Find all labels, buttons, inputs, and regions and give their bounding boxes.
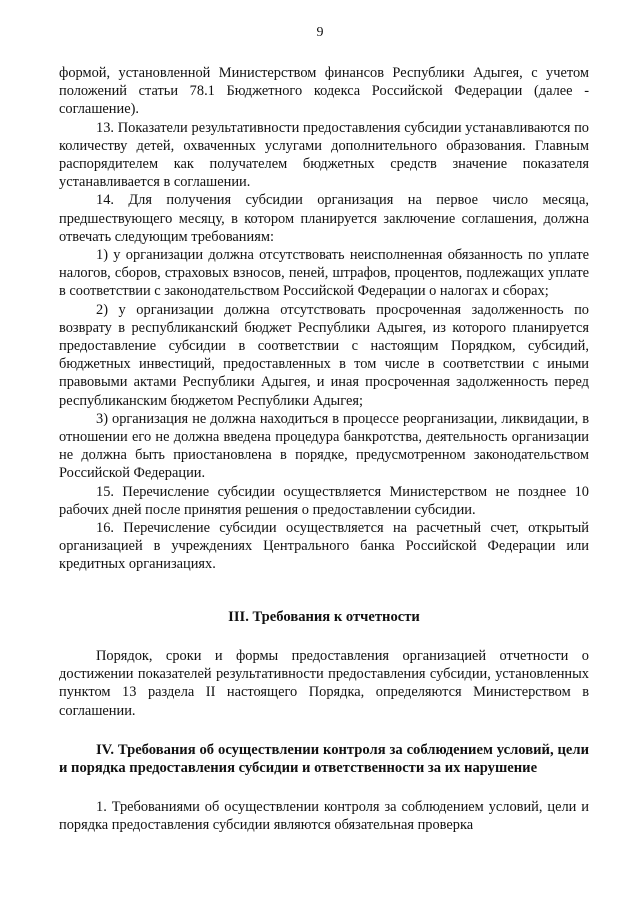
paragraph-14: 14. Для получения субсидии организация на первое число месяца, предшествующего месяцу, в котором планируется заключение соглашения, должна отвечать следующим требованиям:	[59, 192, 589, 245]
paragraph-14-item-2: 2) у организации должна отсутствовать просроченная задолженность по возврату в республиканский бюджет Республики Адыгея, из которого планируется предоставление субсидии в соответствии с настоящим Порядком, субсидий, бюджетных инвестиций, предоставленных в том числе в соответствии с иными правовыми актами Республики Адыгея, и иная просроченная задолженность перед республиканским бюджетом Республики Адыгея;	[59, 301, 589, 409]
section-3-paragraph: Порядок, сроки и формы предоставления организацией отчетности о достижении показателей результативности предоставления субсидии, установленных пунктом 13 раздела II настоящего Порядка, определяются Министерством в соглашении.	[59, 647, 589, 719]
section-4-heading: IV. Требования об осуществлении контроля за соблюдением условий, цели и порядка предоставления субсидии и ответственности за их нарушение	[59, 741, 589, 776]
section-gap	[59, 626, 589, 647]
paragraph-continuation: формой, установленной Министерством финансов Республики Адыгея, с учетом положений статьи 78.1 Бюджетного кодекса Российской Федерации (далее - соглашение).	[59, 65, 589, 118]
page-number: 9	[316, 25, 324, 40]
section-4-paragraph-1: 1. Требованиями об осуществлении контроля за соблюдением условий, цели и порядка предоставления субсидии являются обязательная проверка	[59, 799, 589, 834]
section-gap	[59, 720, 589, 741]
paragraph-14-item-1: 1) у организации должна отсутствовать неисполненная обязанность по уплате налогов, сборов, страховых взносов, пеней, штрафов, процентов, подлежащих уплате в соответствии с законодательством Российской Федерации о налогах и сборах;	[59, 247, 589, 300]
paragraph-14-item-3: 3) организация не должна находиться в процессе реорганизации, ликвидации, в отношении его не должна введена процедура банкротства, деятельность организации не должна быть приостановлена в порядке, предусмотренном законодательством Российской Федерации.	[59, 410, 589, 482]
paragraph-16: 16. Перечисление субсидии осуществляется на расчетный счет, открытый организацией в учреждениях Центрального банка Российской Федерации или кредитных организациях.	[59, 520, 589, 573]
section-gap	[59, 777, 589, 798]
document-body	[59, 64, 589, 835]
section-3-heading: III. Требования к отчетности	[228, 608, 420, 625]
section-gap	[59, 574, 589, 608]
paragraph-13: 13. Показатели результативности предоставления субсидии устанавливаются по количеству детей, охваченных услугами дополнительного образования. Главным распорядителем как получателем бюджетных средств значение показателя устанавливается в соглашении.	[59, 119, 589, 191]
paragraph-15: 15. Перечисление субсидии осуществляется Министерством не позднее 10 рабочих дней после принятия решения о предоставлении субсидии.	[59, 483, 589, 518]
